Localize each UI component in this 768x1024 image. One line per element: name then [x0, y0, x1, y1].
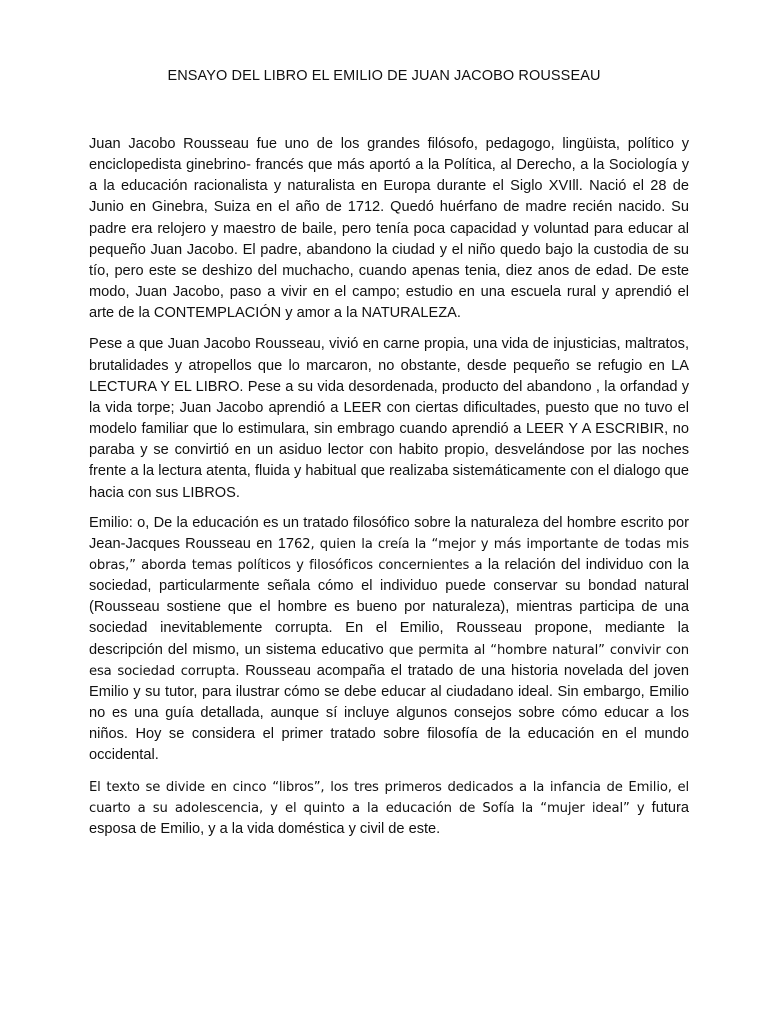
- paragraph-1: Juan Jacobo Rousseau fue uno de los grandes filósofo, pedagogo, lingüista, político y enciclopedista ginebrino- francés que más aportó a la Política, al Derecho, a la Sociología y a la educación racionalista y naturalista en Europa durante el Siglo XVIll. Nació el 28 de Junio en Ginebra, Suiza en el año de 1712. Quedó huérfano de madre recién nacido. Su padre era relojero y maestro de baile, pero tenía poca capacidad y voluntad para educar al pequeño Juan Jacobo. El padre, abandono la ciudad y el niño quedo bajo la custodia de su tío, pero este se deshizo del muchacho, cuando apenas tenia, diez anos de edad. De este modo, Juan Jacobo, paso a vivir en el campo; estudio en una escuela rural y aprendió el arte de la CONTEMPLACIÓN y amor a la NATURALEZA.: [89, 136, 689, 322]
- paragraph-3: [89, 513, 689, 767]
- paragraph-3-part-2: 62, quien la creía la “mejor y más importante de todas mis obras,” aborda temas políticos y filosóficos concernientes a: [89, 536, 689, 573]
- paragraph-3-part-3: la relación del individuo con la sociedad, particularmente señala cómo el individuo puede conservar su bondad natural (Rousseau sostiene que el hombre es bueno por naturaleza), mientras participa de una sociedad inevitablemente corrupta. En el Emilio, Rousseau propone, mediante la descripción del mismo, un sistema educativo: [89, 556, 689, 658]
- document-body: [89, 134, 689, 850]
- paragraph-4-part-2: futura esposa de Emilio, y a la vida doméstica y civil de este.: [89, 799, 689, 837]
- paragraph-3-part-5: Rousseau acompaña el tratado de una historia novelada del joven Emilio y su tutor, para ilustrar cómo se debe educar al ciudadano ideal. Sin embargo, Emilio no es una guía detallada, aunque sí incluye algunos consejos sobre cómo educar a los niños. Hoy se considera el primer tratado sobre filosofía de la educación en el mundo occidental.: [89, 662, 689, 764]
- document-title: ENSAYO DEL LIBRO EL EMILIO DE JUAN JACOBO ROUSSEAU: [167, 68, 601, 84]
- paragraph-3-part-1: Emilio: o, De la educación es un tratado filosófico sobre la naturaleza del hombre escrito por Jean-Jacques Rousseau en 17: [89, 514, 689, 552]
- paragraph-4-part-1: El texto se divide en cinco “libros”, los tres primeros dedicados a la infancia de Emilio, el cuarto a su adolescencia, y el quinto a la educación de Sofía la “mujer ideal” y: [89, 779, 689, 816]
- paragraph-3-part-4: que permita al “hombre natural” convivir con esa sociedad corrupta.: [89, 642, 689, 679]
- paragraph-2: Pese a que Juan Jacobo Rousseau, vivió en carne propia, una vida de injusticias, maltratos, brutalidades y atropellos que lo marcaron, no obstante, desde pequeño se refugio en LA LECTURA Y EL LIBRO. Pese a su vida desordenada, producto del abandono , la orfandad y la vida torpe; Juan Jacobo aprendió a LEER con ciertas dificultades, puesto que no tuvo el modelo familiar que lo estimulara, sin embrago cuando aprendió a LEER Y A ESCRIBIR, no paraba y se convirtió en un asiduo lector con habito propio, desvelándose por las noches frente a la lectura atenta, fluida y habitual que realizaba sistemáticamente con el dialogo que hacia con sus LIBROS.: [89, 336, 689, 501]
- paragraph-4: [89, 777, 689, 840]
